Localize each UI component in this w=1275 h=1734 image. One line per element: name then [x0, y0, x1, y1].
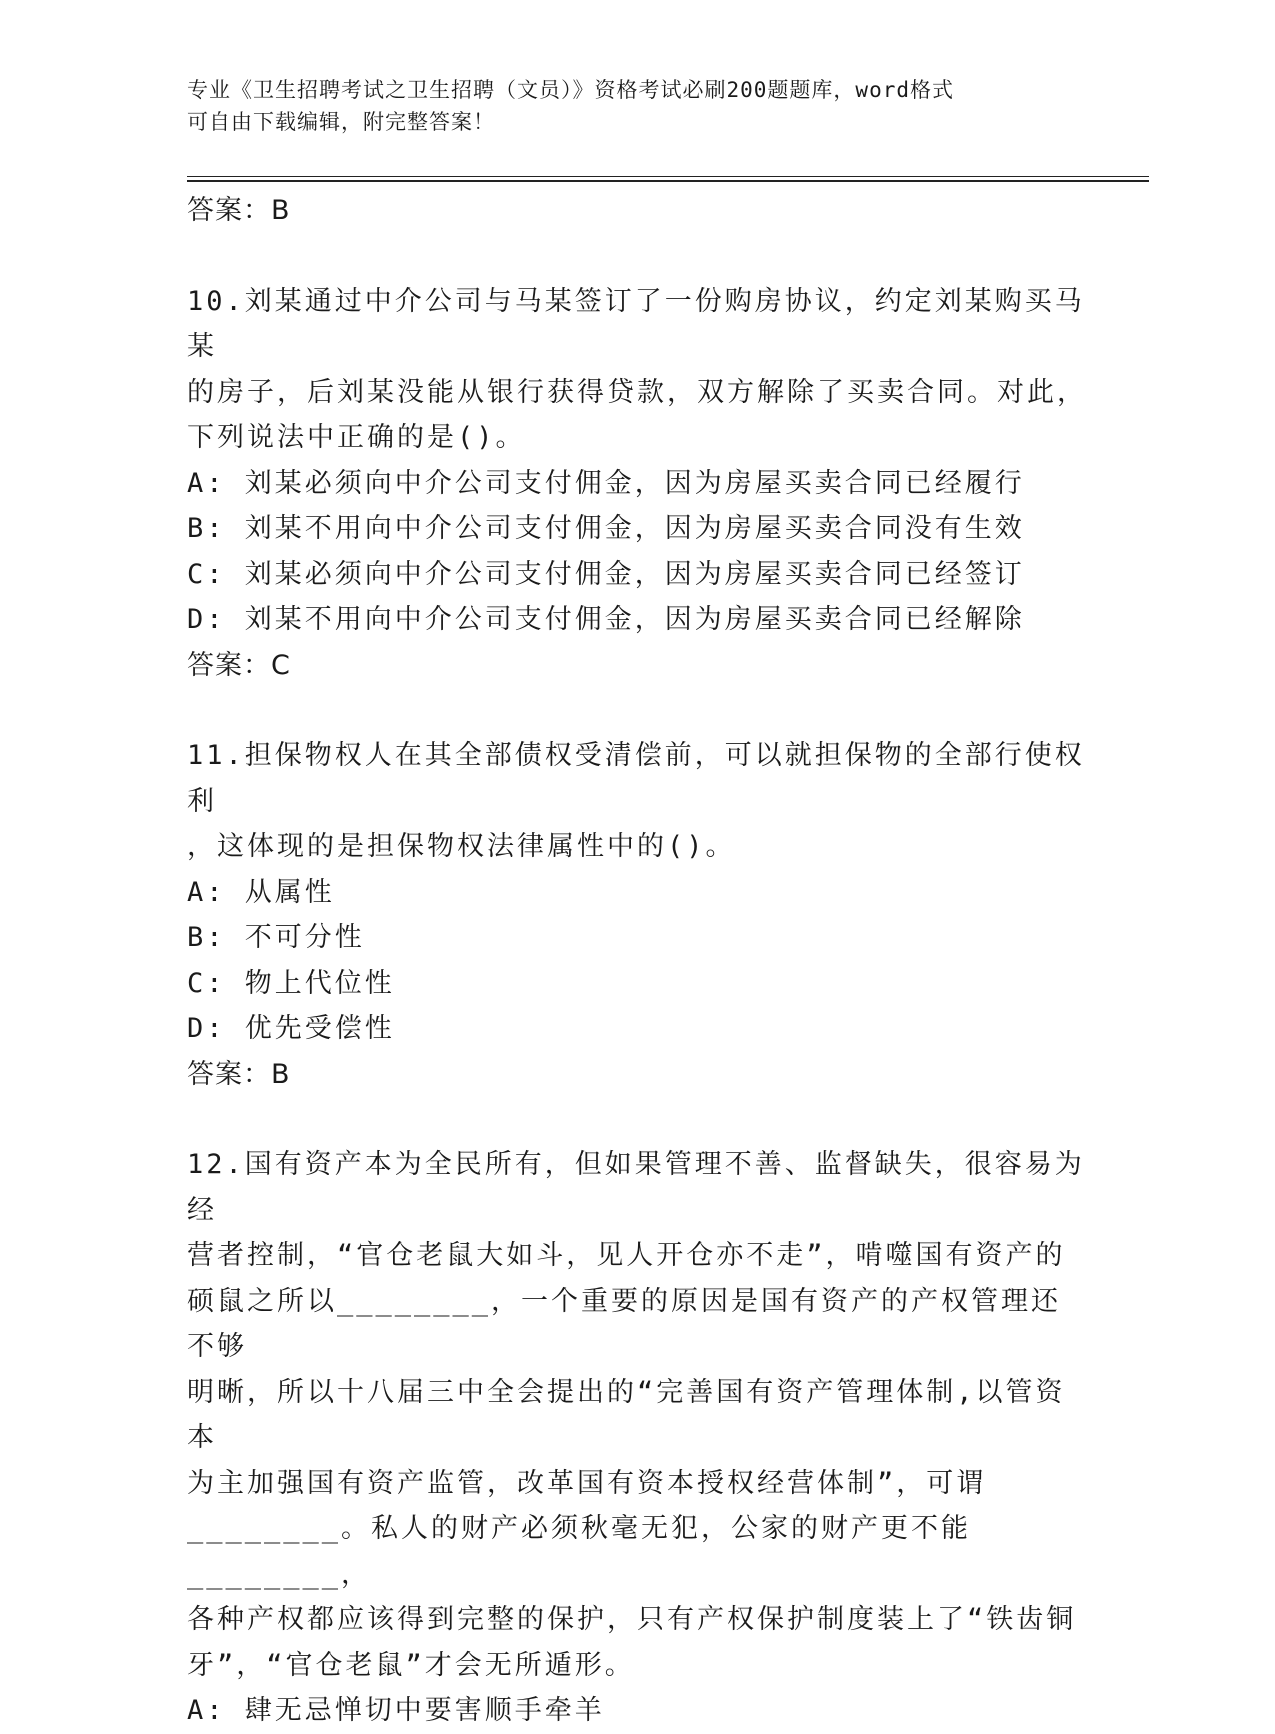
question-text-line: 各种产权都应该得到完整的保护，只有产权保护制度装上了“铁齿铜 [187, 1604, 1077, 1635]
header-line-2: 可自由下载编辑，附完整答案！ [187, 110, 495, 134]
document-header [187, 74, 1087, 138]
previous-answer: 答案：B [187, 195, 291, 226]
option-b: B: 刘某不用向中介公司支付佣金，因为房屋买卖合同没有生效 [187, 513, 1025, 544]
answer: 答案：B [187, 1058, 291, 1090]
spacer [187, 688, 1087, 733]
question-text-line: ，这体现的是担保物权法律属性中的()。 [187, 831, 736, 862]
answer: 答案：C [187, 649, 291, 681]
question-text-line: 的房子，后刘某没能从银行获得贷款，双方解除了买卖合同。对此， [187, 376, 1087, 408]
option-c: C: 物上代位性 [187, 967, 395, 999]
option-d: D: 刘某不用向中介公司支付佣金，因为房屋买卖合同已经解除 [187, 604, 1025, 635]
option-b: B: 不可分性 [187, 922, 365, 953]
option-a: A: 肆无忌惮切中要害顺手牵羊 [187, 1695, 605, 1726]
question-text-line: 11.担保物权人在其全部债权受清偿前，可以就担保物的全部行使权利 [187, 740, 1085, 817]
header-divider [187, 176, 1149, 182]
question-text-line: 牙”，“官仓老鼠”才会无所遁形。 [187, 1649, 635, 1681]
spacer [187, 234, 1087, 279]
question-text-line: 下列说法中正确的是()。 [187, 422, 526, 453]
header-line-1: 专业《卫生招聘考试之卫生招聘（文员）》资格考试必刷200题题库，word格式 [187, 78, 954, 102]
question-text-line: 10.刘某通过中介公司与马某签订了一份购房协议，约定刘某购买马某 [187, 285, 1085, 362]
option-c: C: 刘某必须向中介公司支付佣金，因为房屋买卖合同已经签订 [187, 558, 1025, 590]
option-d: D: 优先受偿性 [187, 1013, 395, 1044]
document-body [187, 188, 1087, 1734]
spacer [187, 1097, 1087, 1142]
option-a: A: 刘某必须向中介公司支付佣金，因为房屋买卖合同已经履行 [187, 467, 1025, 499]
question-12 [187, 1142, 1087, 1734]
option-a: A: 从属性 [187, 876, 335, 908]
question-text-line: 硕鼠之所以________，一个重要的原因是国有资产的产权管理还不够 [187, 1285, 1062, 1362]
question-text-line: 12.国有资产本为全民所有，但如果管理不善、监督缺失，很容易为经 [187, 1149, 1085, 1226]
question-11 [187, 733, 1087, 1097]
question-text-line: 营者控制，“官仓老鼠大如斗，见人开仓亦不走”，啃噬国有资产的 [187, 1240, 1066, 1271]
question-text-line: 为主加强国有资产监管，改革国有资本授权经营体制”，可谓 [187, 1467, 987, 1499]
question-text-line: 明晰，所以十八届三中全会提出的“完善国有资产管理体制,以管资本 [187, 1376, 1066, 1453]
question-text-line: ________。私人的财产必须秋毫无犯，公家的财产更不能________， [187, 1513, 972, 1590]
question-10 [187, 279, 1087, 689]
